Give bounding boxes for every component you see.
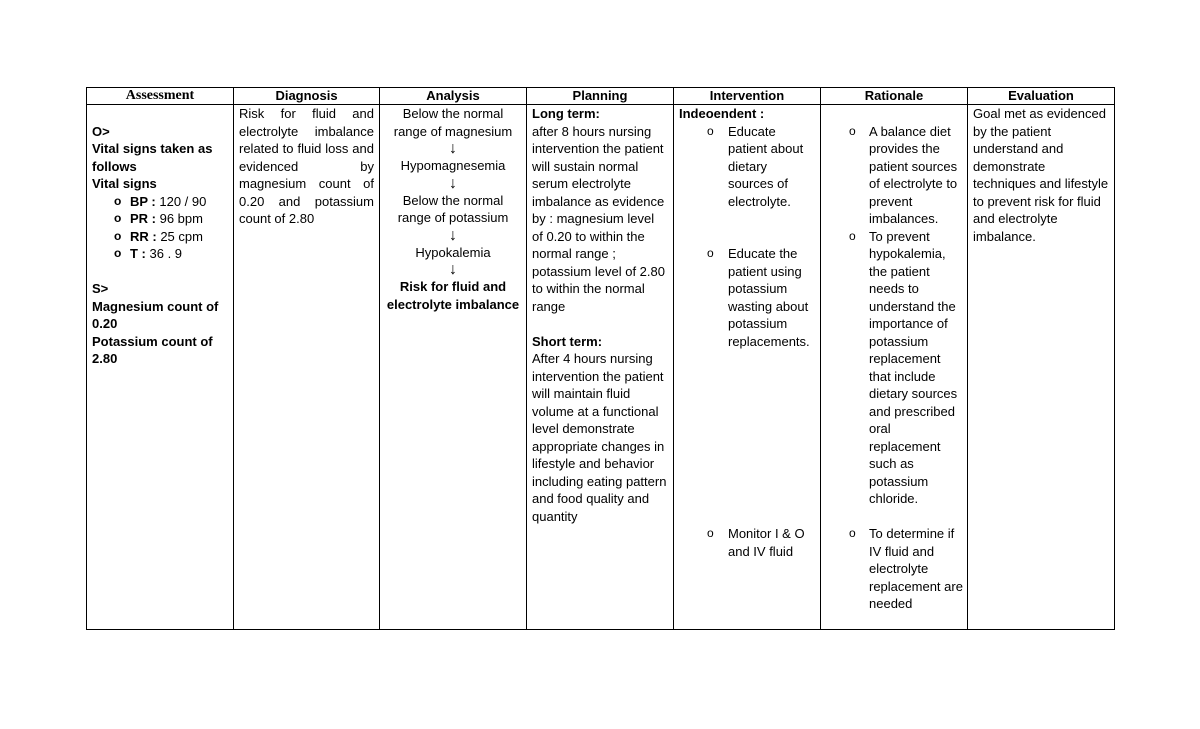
bullet-icon: o: [114, 246, 122, 260]
header-evaluation: Evaluation: [968, 88, 1115, 105]
vital-label: PR :: [130, 211, 156, 226]
bullet-icon: o: [707, 123, 714, 138]
down-arrow-icon: ↓: [449, 226, 457, 244]
content-row: [87, 105, 1115, 630]
short-term-text: After 4 hours nursing intervention the patient will maintain fluid volume at a functional level demonstrate appropriate changes in lifestyle and behavior including eating pattern and food quality and quantity: [532, 351, 667, 524]
header-row: [87, 88, 1115, 105]
bullet-icon: o: [707, 526, 714, 540]
header-assessment: Assessment: [87, 88, 234, 105]
long-term-text: after 8 hours nursing intervention the patient will sustain normal serum electrolyte imbalance as evidence by : magnesium level of 0.20 to within the normal range ; potassium level of 2.80 to within the normal range: [532, 123, 665, 314]
rationale-item: o A balance diet provides the patient sources of electrolyte to prevent imbalances.: [849, 123, 958, 226]
down-arrow-icon: ↓: [449, 140, 457, 157]
vital-value: 36 . 9: [145, 246, 183, 261]
vital-label: RR :: [130, 228, 157, 244]
assessment-cell: [87, 105, 234, 630]
analysis-cell: [380, 105, 527, 630]
short-term-label: Short term:: [532, 333, 603, 349]
rationale-item: o To determine if IV fluid and electrolyte replacement are needed: [849, 526, 963, 611]
diagnosis-cell: [234, 105, 380, 630]
rationale-cell: [821, 105, 968, 630]
vital-item: [92, 193, 228, 211]
bullet-icon: o: [114, 228, 122, 243]
bullet-icon: o: [849, 228, 856, 243]
evaluation-cell: [968, 105, 1115, 630]
vital-label: T :: [130, 246, 146, 261]
analysis-conclusion: Risk for fluid and electrolyte imbalance: [386, 279, 520, 312]
intervention-item: o Educate patient about dietary sources of electrolyte.: [707, 123, 804, 209]
rationale-item: o To prevent hypokalemia, the patient needs to understand the importance of potassium replacement that include dietary sources and prescribed oral replacement such as potassium chloride.: [849, 228, 958, 506]
evaluation-text: Goal met as evidenced by the patient understand and demonstrate techniques and lifestyle to prevent risk for fluid and electrolyte imbalance.: [973, 106, 1109, 244]
vital-item: [92, 245, 228, 263]
vitals-heading: Vital signs: [92, 176, 157, 191]
planning-cell: [527, 105, 674, 630]
bullet-icon: o: [114, 211, 122, 225]
analysis-step: Hypomagnesemia: [400, 158, 506, 173]
header-intervention: Intervention: [674, 88, 821, 105]
intervention-cell: [674, 105, 821, 630]
vital-item: [92, 210, 228, 228]
nursing-care-plan-table: [86, 87, 1115, 630]
subjective-line: Potassium count of 2.80: [92, 333, 213, 366]
subjective-line: Magnesium count of 0.20: [92, 298, 219, 331]
intervention-item: o Monitor I & O and IV fluid: [707, 526, 805, 559]
header-planning: Planning: [527, 88, 674, 105]
bullet-icon: o: [114, 193, 122, 208]
down-arrow-icon: ↓: [449, 174, 457, 192]
header-diagnosis: Diagnosis: [234, 88, 380, 105]
vital-value: 96 bpm: [156, 211, 203, 226]
down-arrow-icon: ↓: [449, 261, 457, 278]
analysis-step: Below the normal range of magnesium: [393, 106, 513, 139]
subjective-label: S>: [92, 281, 109, 296]
bullet-icon: o: [849, 123, 856, 138]
bullet-icon: o: [707, 246, 714, 260]
long-term-label: Long term:: [532, 106, 600, 121]
vital-value: 120 / 90: [155, 193, 207, 209]
header-rationale: Rationale: [821, 88, 968, 105]
analysis-step: Below the normal range of potassium: [397, 192, 509, 225]
vital-item: [92, 228, 228, 246]
objective-label: O>: [92, 123, 110, 139]
diagnosis-text: Risk for fluid and electrolyte imbalance related to fluid loss and evidenced by magnesium count of 0.20 and potassium count of 2.80: [239, 106, 374, 226]
vital-value: 25 cpm: [156, 228, 203, 244]
analysis-step: Hypokalemia: [415, 244, 491, 260]
vital-label: BP :: [130, 193, 156, 209]
vitals-intro: Vital signs taken as follows: [92, 141, 213, 174]
header-analysis: Analysis: [380, 88, 527, 105]
intervention-item: o Educate the patient using potassium wasting about potassium replacements.: [707, 246, 810, 349]
intervention-heading: Indeoendent :: [679, 106, 765, 121]
vitals-list: [92, 193, 228, 263]
bullet-icon: o: [849, 526, 856, 540]
